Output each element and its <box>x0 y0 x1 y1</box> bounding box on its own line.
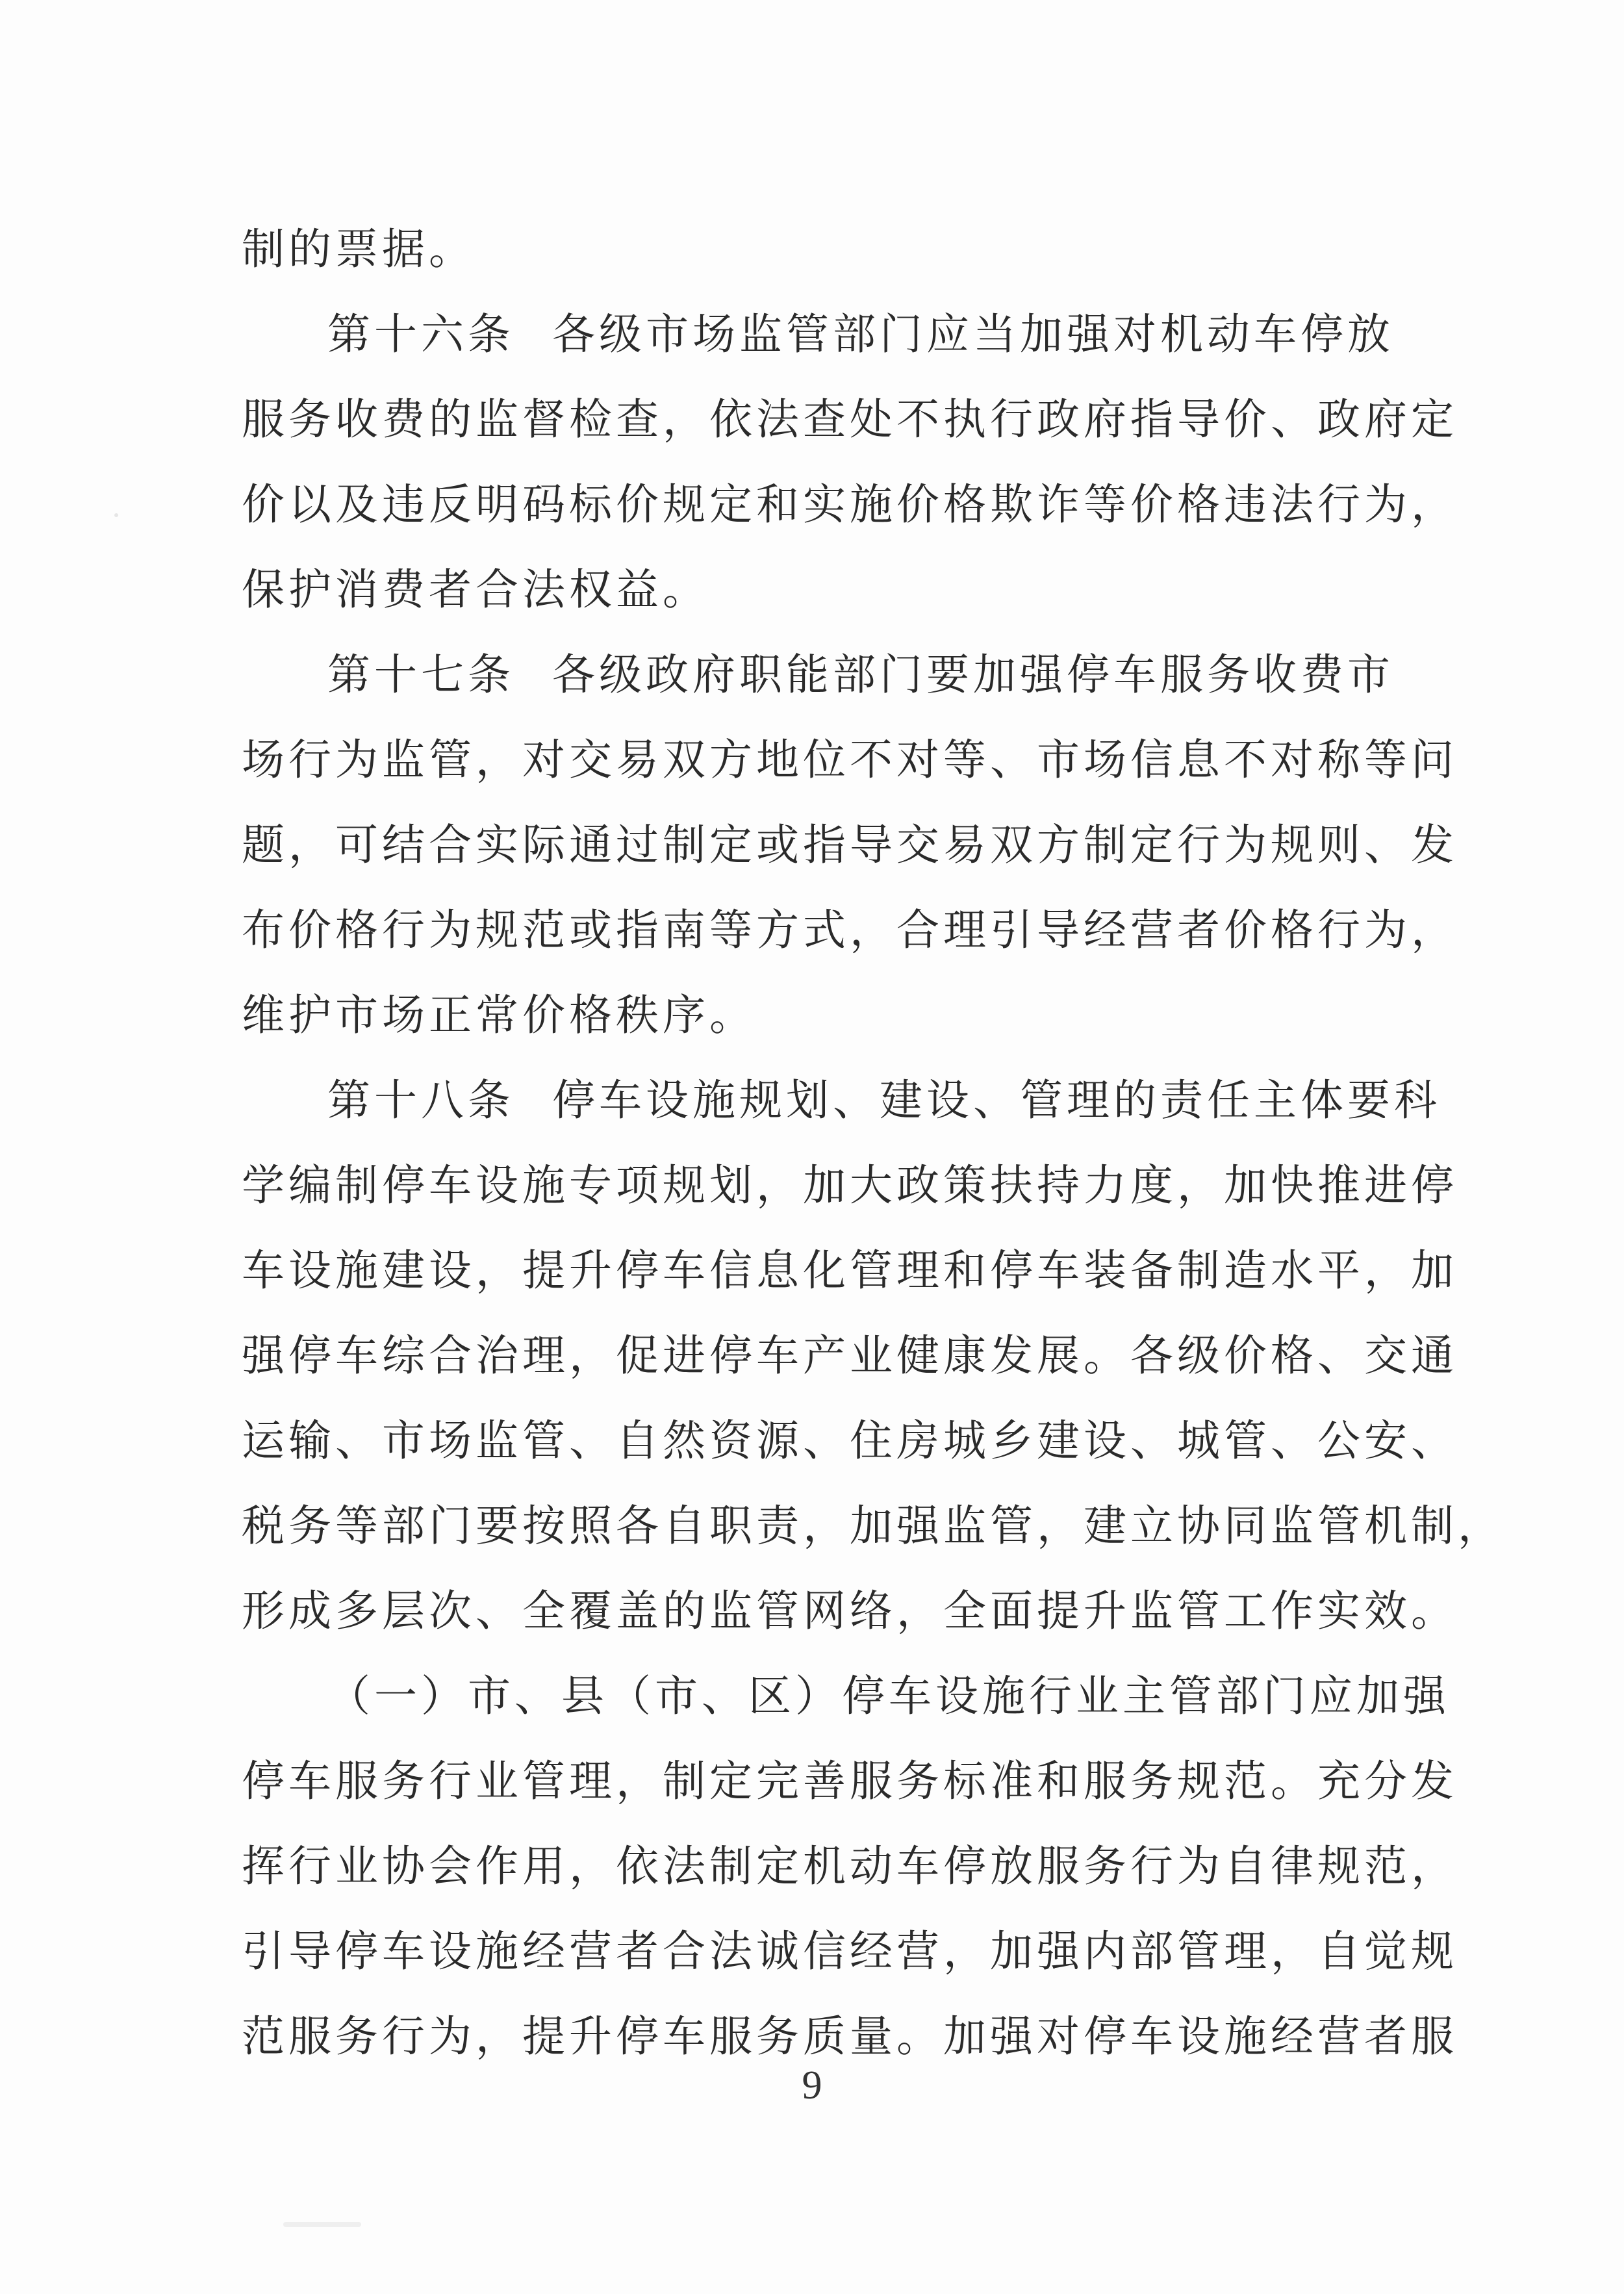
text-line: 维护市场正常价格秩序。 <box>242 990 756 1040</box>
text-line: 形成多层次、全覆盖的监管网络，全面提升监管工作实效。 <box>242 1586 1458 1636</box>
text-line: 强停车综合治理，促进停车产业健康发展。各级价格、交通 <box>242 1331 1458 1381</box>
body-text <box>242 207 1504 2079</box>
text-line: 运输、市场监管、自然资源、住房城乡建设、城管、公安、 <box>242 1416 1458 1466</box>
article-16-heading: 第十六条 <box>327 309 514 359</box>
article-17-heading: 第十七条 <box>327 650 514 700</box>
page-number: 9 <box>802 2063 822 2108</box>
article-17-first-line <box>242 632 1394 717</box>
article-18-heading: 第十八条 <box>327 1075 514 1125</box>
scan-artifact <box>114 513 118 517</box>
text-line: 布价格行为规范或指南等方式，合理引导经营者价格行为， <box>242 905 1458 955</box>
text-line: 制的票据。 <box>242 224 476 274</box>
text-line: 题，可结合实际通过制定或指导交易双方制定行为规则、发 <box>242 820 1458 870</box>
text-line: 挥行业协会作用，依法制定机动车停放服务行为自律规范， <box>242 1841 1458 1891</box>
text-line: 税务等部门要按照各自职责，加强监管，建立协同监管机制， <box>242 1501 1504 1551</box>
text-line: 服务收费的监督检查，依法查处不执行政府指导价、政府定 <box>242 394 1458 444</box>
text-line: 场行为监管，对交易双方地位不对等、市场信息不对称等问 <box>242 735 1458 785</box>
text-line: 引导停车设施经营者合法诚信经营，加强内部管理，自觉规 <box>242 1926 1458 1976</box>
text-segment: 停车设施规划、建设、管理的责任主体要科 <box>552 1075 1441 1125</box>
text-line: 保护消费者合法权益。 <box>242 565 709 615</box>
text-line: 价以及违反明码标价规定和实施价格欺诈等价格违法行为， <box>242 479 1458 529</box>
item-1-first-line: （一）市、县（市、区）停车设施行业主管部门应加强 <box>327 1671 1450 1721</box>
text-line: 停车服务行业管理，制定完善服务标准和服务规范。充分发 <box>242 1756 1458 1806</box>
text-line: 车设施建设，提升停车信息化管理和停车装备制造水平，加 <box>242 1245 1458 1295</box>
article-16-first-line <box>242 292 1394 377</box>
text-segment: 各级政府职能部门要加强停车服务收费市 <box>552 650 1394 700</box>
article-18-first-line <box>242 1058 1441 1143</box>
text-line: 范服务行为，提升停车服务质量。加强对停车设施经营者服 <box>242 2011 1458 2061</box>
text-segment: 各级市场监管部门应当加强对机动车停放 <box>552 309 1394 359</box>
text-line: 学编制停车设施专项规划，加大政策扶持力度，加快推进停 <box>242 1160 1458 1210</box>
scan-artifact <box>283 2222 361 2227</box>
